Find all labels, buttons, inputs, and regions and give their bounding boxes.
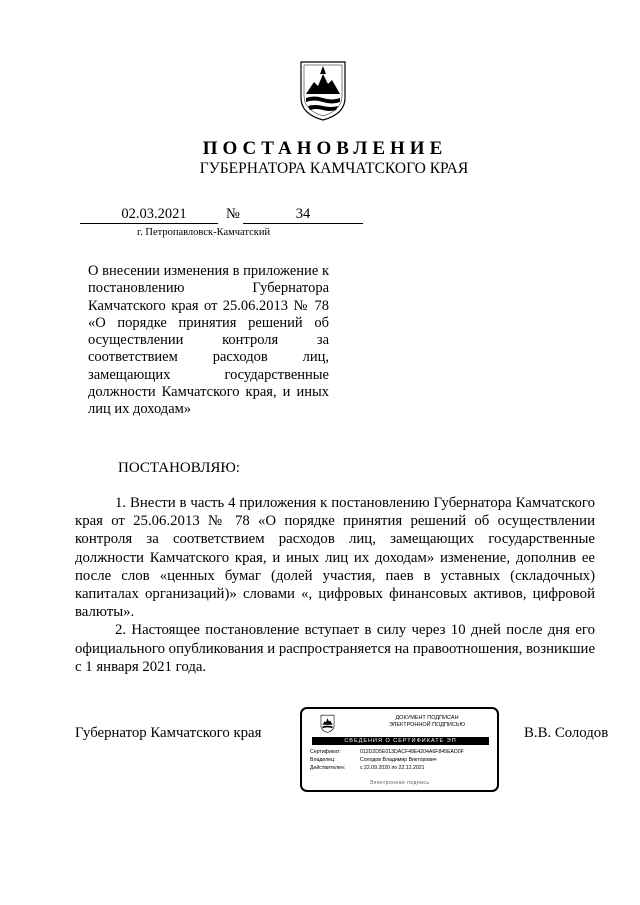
stamp-row-certificate (310, 748, 495, 756)
paragraph-2: 2. Настоящее постановление вступает в силу через 10 дней после дня его официального опубликования и распространяется на правоотношения, возникшие с 1 января 2021 года. (75, 622, 596, 675)
stamp-row-label: Сертификат: (310, 749, 341, 755)
stamp-row-label: Владелец: (310, 757, 336, 763)
document-number: 34 (243, 205, 363, 224)
document-body (75, 494, 595, 676)
signatory-name: В.В. Солодов (524, 725, 609, 741)
stamp-footer: Электронная подпись (369, 780, 430, 786)
stamp-row-value: Солодов Владимир Викторович (360, 757, 437, 763)
number-sign: № (226, 206, 240, 222)
stamp-row-label: Действителен: (310, 765, 346, 771)
document-subject: О внесении изменения в приложение к постановлению Губернатора Камчатского края от 25.06.2013 № 78 «О порядке принятия решений об осуществлении контроля за соответствием расходов лиц, замещающих государственные должности Камчатского края, и иных лиц их доходам» (88, 263, 329, 418)
electronic-signature-stamp (300, 707, 499, 792)
stamp-row-owner (310, 756, 495, 764)
stamp-heading-line-1: ДОКУМЕНТ ПОДПИСАН (395, 715, 459, 721)
stamp-row-value: 012D2D5E013DACF48E4204A6F845EAD0F (360, 749, 464, 755)
stamp-heading (362, 715, 492, 729)
document-subtitle: ГУБЕРНАТОРА КАМЧАТСКОГО КРАЯ (199, 160, 469, 177)
document-title: ПОСТАНОВЛЕНИЕ (202, 138, 448, 159)
city: г. Петропавловск-Камчатский (137, 227, 271, 238)
stamp-heading-line-2: ЭЛЕКТРОННОЙ ПОДПИСЬЮ (388, 722, 466, 728)
coat-of-arms-icon (298, 58, 348, 122)
signatory-title: Губернатор Камчатского края (75, 725, 262, 741)
decree-word: ПОСТАНОВЛЯЮ: (118, 460, 240, 476)
document-date: 02.03.2021 (80, 205, 218, 224)
stamp-certificate-bar: СВЕДЕНИЯ О СЕРТИФИКАТЕ ЭП (312, 737, 489, 745)
paragraph-1: 1. Внести в часть 4 приложения к постановлению Губернатора Камчатского края от 25.06.2013 № 78 «О порядке принятия решений об осуществлении контроля за соответствием расходов лиц, замещающих государственные должности Камчатского края, и иных лиц их доходам» изменение, дополнив ее после слов «ценных бумаг (долей участия, паев в уставных (складочных) капиталах организаций)» словами «, цифровых финансовых активов, цифровой валюты». (75, 495, 595, 621)
stamp-row-validity (310, 764, 495, 772)
stamp-coat-of-arms-icon (320, 714, 335, 733)
stamp-row-value: с 22.09.2020 по 22.12.2021 (360, 765, 425, 771)
stamp-details (310, 748, 495, 772)
